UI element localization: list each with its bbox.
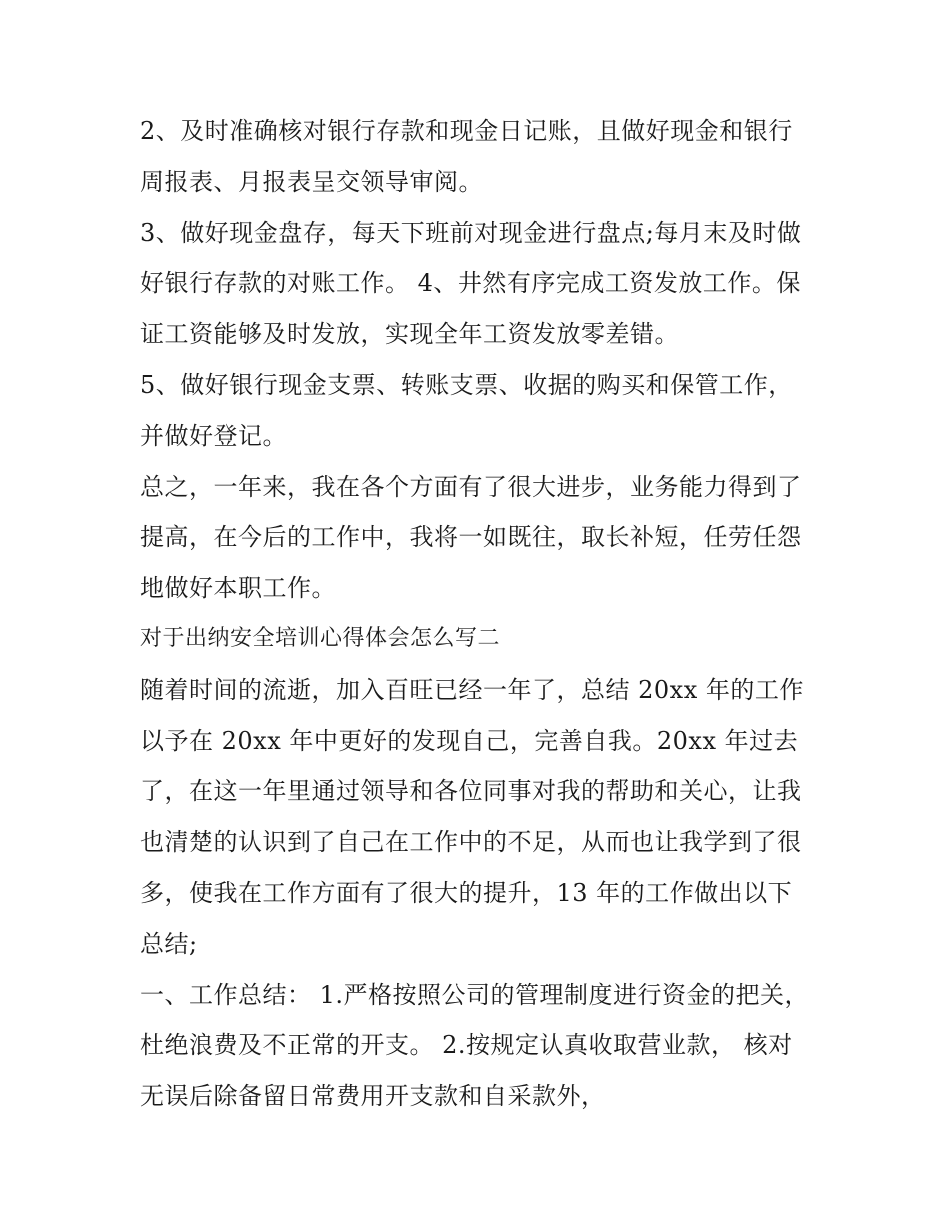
text-line: 随着时间的流逝，加入百旺已经一年了，总结 20xx 年的工作 <box>140 675 804 704</box>
document-body <box>140 106 840 1122</box>
text-line: 总结; <box>140 929 198 958</box>
text-line: 也清楚的认识到了自己在工作中的不足，从而也让我学到了很 <box>140 828 802 857</box>
text-line: 一、工作总结： 1.严格按照公司的管理制度进行资金的把关， <box>140 980 810 1009</box>
text-line: 并做好登记。 <box>140 421 287 450</box>
text-line: 杜绝浪费及不正常的开支。 2.按规定认真收取营业款， 核对 <box>140 1031 793 1060</box>
text-line: 3、做好现金盘存，每天下班前对现金进行盘点;每月末及时做 <box>140 218 802 247</box>
section-heading: 对于出纳安全培训心得体会怎么写二 <box>140 625 501 651</box>
text-line: 证工资能够及时发放，实现全年工资发放零差错。 <box>140 320 679 349</box>
text-line: 2、及时准确核对银行存款和现金日记账，且做好现金和银行 <box>140 117 793 145</box>
text-line: 以予在 20xx 年中更好的发现自己，完善自我。20xx 年过去 <box>140 726 799 755</box>
text-line: 5、做好银行现金支票、转账支票、收据的购买和保管工作， <box>140 370 793 399</box>
text-line: 总之，一年来，我在各个方面有了很大进步，业务能力得到了 <box>140 472 802 501</box>
text-line: 多，使我在工作方面有了很大的提升，13 年的工作做出以下 <box>140 878 793 907</box>
text-line: 好银行存款的对账工作。 4、井然有序完成工资发放工作。保 <box>140 269 801 298</box>
text-line: 无误后除备留日常费用开支款和自采款外， <box>140 1082 606 1111</box>
text-line: 提高，在今后的工作中，我将一如既往，取长补短，任劳任怨 <box>140 523 802 552</box>
text-line: 地做好本职工作。 <box>140 574 336 603</box>
text-line: 了，在这一年里通过领导和各位同事对我的帮助和关心，让我 <box>140 777 802 806</box>
text-line: 周报表、月报表呈交领导审阅。 <box>140 167 483 196</box>
